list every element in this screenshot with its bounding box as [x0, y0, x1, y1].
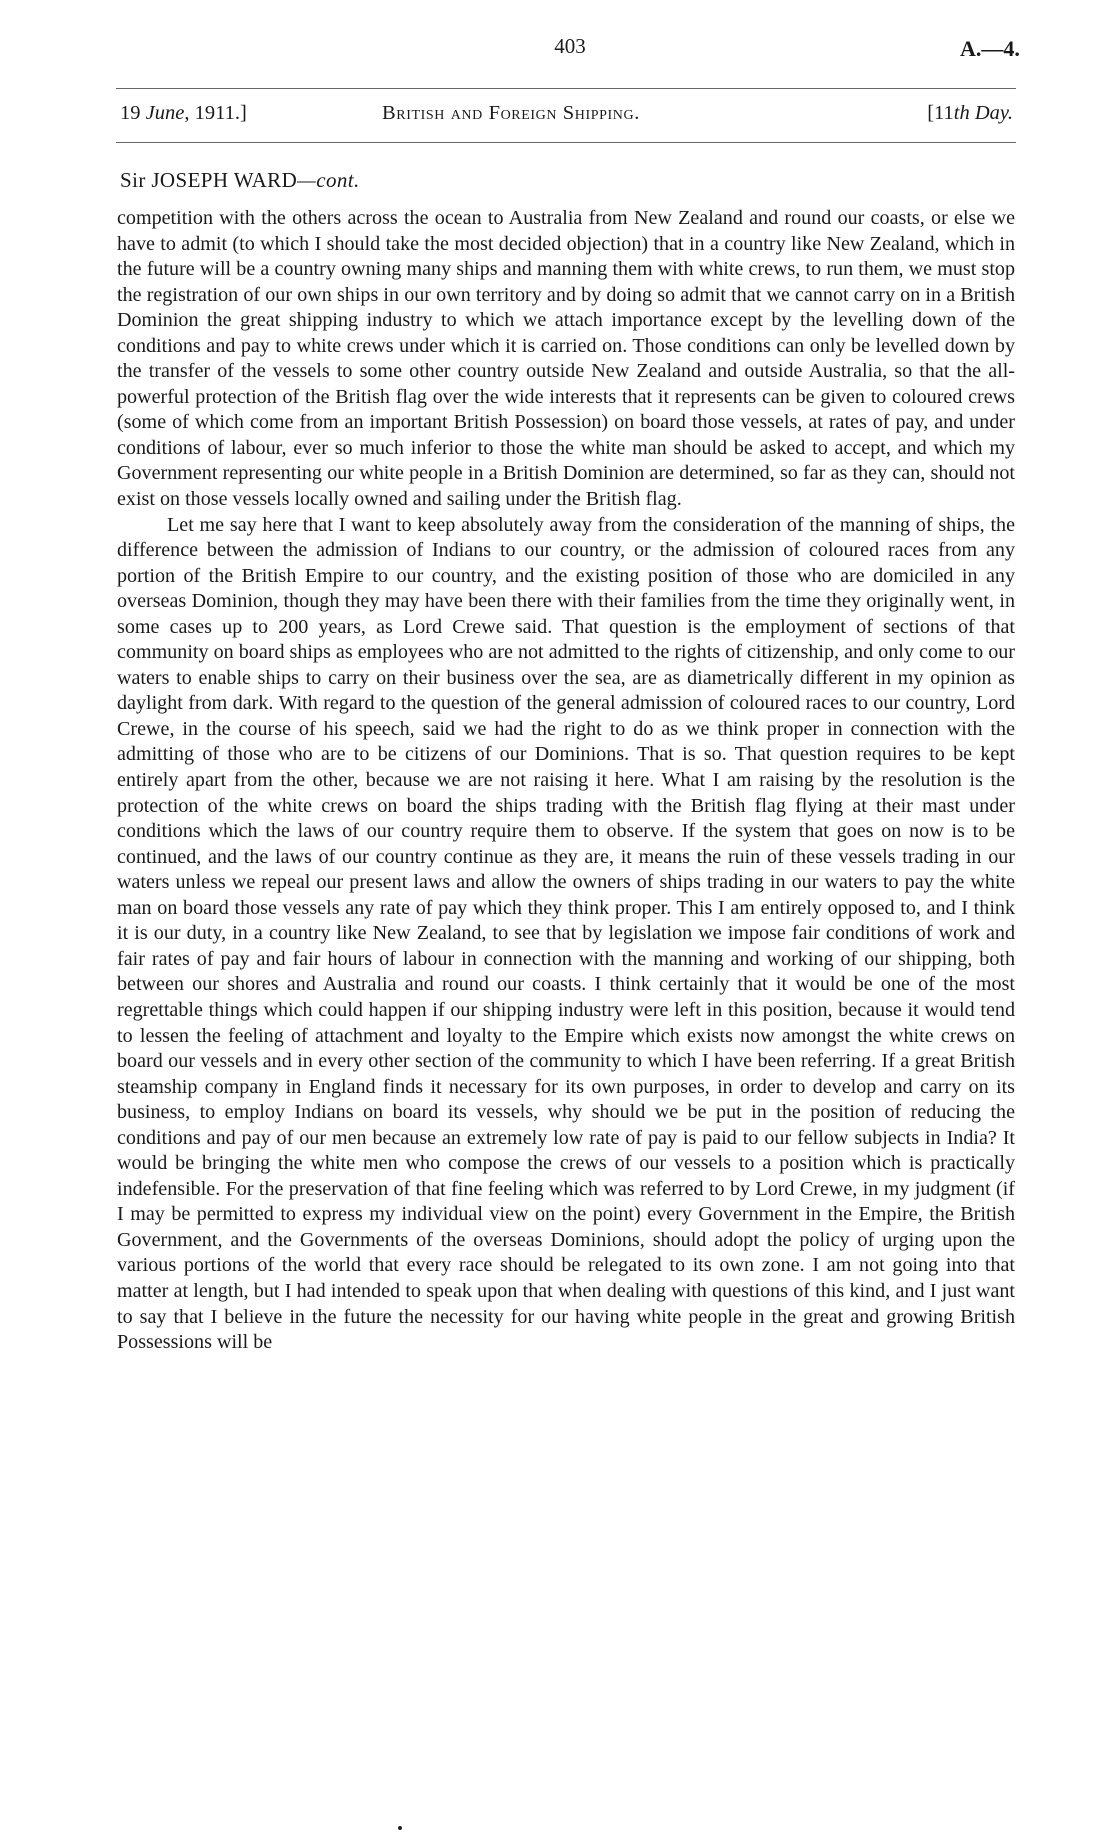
page-number: 403	[554, 34, 586, 58]
date-day: 19	[120, 102, 146, 124]
paragraph: Let me say here that I want to keep absolutely away from the consideration of the manning of ships, the difference between the admission of Indians to our country, or the admission of coloured races from any portion of the British Empire to our country, and the existing position of those who are domiciled in any overseas Dominion, though they may have been there with their families from the time they originally went, in some cases up to 200 years, as Lord Crewe said. That question is the employment of sections of that community on board ships as employees who are not admitted to the rights of citizenship, and only come to our waters to enable ships to carry on their business over the sea, are as diametrically different in my opinion as daylight from dark. With regard to the question of the general admission of coloured races to our country, Lord Crewe, in the course of his speech, said we had the right to do as we think proper in connection with the admitting of those who are to be citizens of our Dominions. That is so. That question requires to be kept entirely apart from the other, because we are not raising it here. What I am raising by the resolution is the protection of the white crews on board the ships trading with the British flag flying at their mast under conditions which the laws of our country require them to observe. If the system that goes on now is to be continued, and the laws of our country continue as they are, it means the ruin of these vessels trading in our waters unless we repeal our present laws and allow the owners of ships trading in our waters to pay the white man on board those vessels any rate of pay which they think proper. This I am entirely opposed to, and I think it is our duty, in a country like New Zealand, to see that by legislation we impose fair conditions of work and fair rates of pay and fair hours of labour in connection with the manning and working of our shipping, both between our shores and Australia and round our coasts. I think certainly that it would be one of the most regrettable things which could happen if our shipping industry were left in this position, because it would tend to lessen the feeling of attachment and loyalty to the Empire which exists now amongst the white crews on board our vessels and in every other section of the community to which I have been referring. If a great British steamship company in England finds it necessary for its own purposes, in order to develop and carry on its business, to employ Indians on board its vessels, why should we be put in the position of reducing the conditions and pay of our men because an extremely low rate of pay is paid to our fellow subjects in India? It would be bringing the white men who compose the crews of our vessels to a position which is practically indefensible. For the preservation of that fine feeling which was referred to by Lord Crewe, in my judgment (if I may be permitted to express my individual view on the point) every Government in the Empire, the British Government, and the Governments of the overseas Dominions, should adopt the policy of urging upon the various portions of the world that every race should be relegated to its own zone. I am not going into that matter at length, but I had intended to speak upon that when dealing with questions of this kind, and I just want to say that I believe in the future the necessity for our having white people in the great and growing British Possessions will be	[117, 513, 1015, 1354]
day-number: [11	[927, 102, 954, 124]
body-text	[117, 206, 1015, 1356]
running-head-day	[927, 102, 1013, 125]
paragraph-continued: competition with the others across the ocean to Australia from New Zealand and round our coasts, or else we have to admit (to which I should take the most decided objection) that in a country like New Zealand, which in the future will be a country owning many ships and manning them with white crews, to run them, we must stop the registration of our own ships in our own territory and by doing so admit that we cannot carry on in a British Dominion the great shipping industry to which we attach importance except by the levelling down of the conditions and pay to white crews under which it is carried on. Those conditions can only be levelled down by the transfer of the vessels to some other country outside New Zealand and outside Australia, so that the all-powerful protection of the British flag over the wide interests that it represents can be given to coloured crews (some of which come from an important British Possession) on board those vessels, at rates of pay, and under conditions of labour, ever so much inferior to those the white man should be asked to accept, and which my Government representing our white people in a British Dominion are determined, so far as they can, should not exist on those vessels locally owned and sailing under the British flag.	[117, 207, 1015, 511]
day-label: th Day.	[953, 102, 1013, 124]
running-head-date	[120, 102, 247, 125]
stray-ink-mark	[398, 1826, 402, 1830]
date-year: , 1911.]	[184, 102, 247, 124]
running-head	[120, 102, 1013, 132]
speaker-continuation: —cont.	[297, 168, 360, 192]
date-month: June	[145, 102, 185, 124]
header-rule-top	[116, 88, 1016, 89]
running-head-title: British and Foreign Shipping.	[382, 102, 640, 124]
speaker-name: Sir JOSEPH WARD	[120, 168, 298, 192]
paper-code: A.—4.	[960, 36, 1020, 61]
header-rule-bottom	[116, 142, 1016, 143]
speaker-heading	[120, 168, 360, 193]
